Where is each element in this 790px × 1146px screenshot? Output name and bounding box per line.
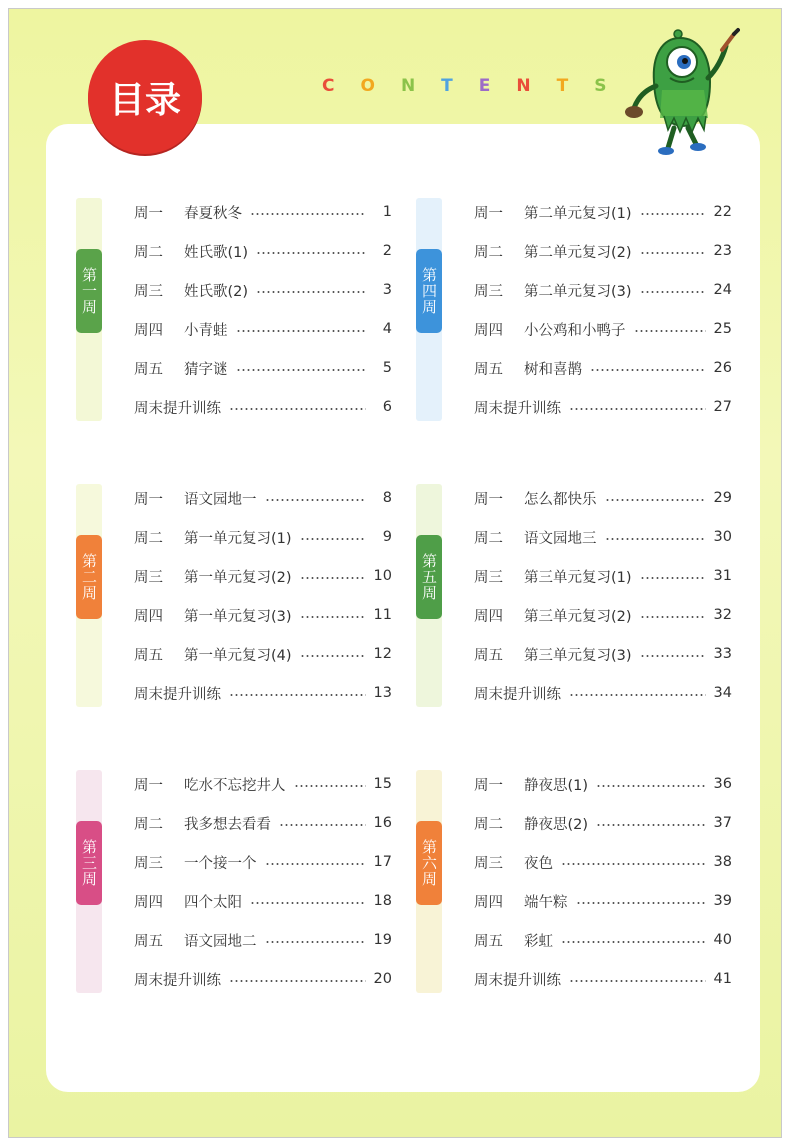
toc-entry[interactable] (134, 487, 392, 509)
dot-leader (265, 863, 366, 865)
entry-title: 春夏秋冬 (184, 205, 242, 222)
dot-leader (561, 863, 706, 865)
entry-page-number: 4 (382, 321, 392, 337)
entry-day: 周一 (474, 777, 503, 794)
toc-entry[interactable] (474, 279, 732, 301)
dot-leader (279, 824, 366, 826)
toc-title: 目录 (108, 79, 181, 121)
entry-title: 彩虹 (524, 933, 553, 950)
contents-letter: S (594, 76, 607, 96)
toc-entry[interactable] (474, 929, 732, 951)
entry-title: 第三单元复习(3) (524, 647, 632, 664)
dot-leader (640, 616, 706, 618)
entry-title: 姓氏歌(2) (184, 283, 249, 300)
toc-entry[interactable] (134, 396, 392, 418)
entry-day: 周末提升训练 (474, 400, 561, 417)
entry-title: 第二单元复习(1) (524, 205, 632, 222)
entry-page-number: 17 (373, 854, 392, 870)
dot-leader (256, 252, 366, 254)
entry-page-number: 1 (382, 204, 392, 220)
contents-letter: N (400, 76, 416, 96)
toc-entry[interactable] (474, 851, 732, 873)
week-tab (416, 535, 442, 619)
entry-title: 第一单元复习(3) (184, 608, 292, 625)
toc-title-badge (88, 40, 202, 154)
entry-page-number: 29 (713, 490, 732, 506)
entry-title: 语文园地三 (524, 530, 597, 547)
toc-entry[interactable] (474, 643, 732, 665)
entry-day: 周三 (474, 855, 503, 872)
entry-title: 第二单元复习(2) (524, 244, 632, 261)
toc-entry[interactable] (474, 604, 732, 626)
toc-entry[interactable] (474, 240, 732, 262)
toc-entry[interactable] (134, 526, 392, 548)
entry-day: 周五 (134, 647, 163, 664)
dot-leader (300, 538, 366, 540)
dot-leader (569, 408, 706, 410)
entry-page-number: 38 (713, 854, 732, 870)
entry-day: 周五 (134, 933, 163, 950)
toc-entry[interactable] (474, 396, 732, 418)
entry-title: 第二单元复习(3) (524, 283, 632, 300)
toc-entry[interactable] (134, 643, 392, 665)
entry-title: 树和喜鹊 (524, 361, 582, 378)
dot-leader (640, 655, 706, 657)
dot-leader (265, 941, 366, 943)
entry-page-number: 41 (713, 971, 732, 987)
entry-title: 第一单元复习(1) (184, 530, 292, 547)
entry-page-number: 23 (713, 243, 732, 259)
toc-entry[interactable] (474, 487, 732, 509)
dot-leader (256, 291, 366, 293)
entry-day: 周一 (474, 491, 503, 508)
contents-letter: T (441, 76, 453, 96)
contents-heading (322, 76, 607, 96)
entry-title: 语文园地一 (184, 491, 257, 508)
entry-page-number: 32 (713, 607, 732, 623)
entry-page-number: 18 (373, 893, 392, 909)
toc-entry[interactable] (134, 682, 392, 704)
entry-title: 小公鸡和小鸭子 (524, 322, 626, 339)
dot-leader (229, 694, 366, 696)
week-tab (76, 821, 102, 905)
entry-page-number: 27 (713, 399, 732, 415)
entry-day: 周二 (474, 816, 503, 833)
entry-page-number: 11 (373, 607, 392, 623)
entry-page-number: 8 (382, 490, 392, 506)
entry-title: 第三单元复习(1) (524, 569, 632, 586)
entry-day: 周三 (134, 283, 163, 300)
week-tab (416, 821, 442, 905)
mascot-illustration (622, 20, 740, 158)
toc-entry[interactable] (134, 240, 392, 262)
toc-entry[interactable] (134, 890, 392, 912)
dot-leader (640, 291, 706, 293)
dot-leader (596, 785, 706, 787)
week-tab (76, 249, 102, 333)
week-label: 第三周 (80, 838, 98, 887)
entry-day: 周末提升训练 (134, 400, 221, 417)
entry-page-number: 26 (713, 360, 732, 376)
dot-leader (229, 408, 366, 410)
entry-day: 周末提升训练 (474, 686, 561, 703)
entry-page-number: 9 (382, 529, 392, 545)
dot-leader (300, 577, 366, 579)
entry-day: 周四 (474, 894, 503, 911)
entry-day: 周三 (134, 569, 163, 586)
entry-page-number: 15 (373, 776, 392, 792)
dot-leader (576, 902, 706, 904)
toc-entry[interactable] (134, 929, 392, 951)
dot-leader (250, 213, 366, 215)
entry-title: 我多想去看看 (184, 816, 271, 833)
entry-page-number: 36 (713, 776, 732, 792)
entry-title: 语文园地二 (184, 933, 257, 950)
entry-title: 一个接一个 (184, 855, 257, 872)
dot-leader (640, 577, 706, 579)
entry-day: 周四 (134, 894, 163, 911)
toc-entry[interactable] (134, 357, 392, 379)
toc-entry[interactable] (134, 812, 392, 834)
entry-day: 周一 (474, 205, 503, 222)
entry-day: 周五 (134, 361, 163, 378)
toc-entry[interactable] (134, 201, 392, 223)
entry-day: 周二 (134, 244, 163, 261)
week-label: 第五周 (420, 552, 438, 601)
entry-day: 周二 (134, 816, 163, 833)
toc-entry[interactable] (474, 357, 732, 379)
entry-title: 猜字谜 (184, 361, 228, 378)
entry-day: 周五 (474, 647, 503, 664)
toc-card (46, 124, 760, 1092)
toc-entry[interactable] (474, 565, 732, 587)
toc-entry[interactable] (134, 968, 392, 990)
contents-letter: C (322, 76, 335, 96)
entry-day: 周一 (134, 205, 163, 222)
toc-entry[interactable] (134, 851, 392, 873)
entry-title: 姓氏歌(1) (184, 244, 249, 261)
entry-page-number: 2 (382, 243, 392, 259)
dot-leader (596, 824, 706, 826)
entry-day: 周四 (134, 608, 163, 625)
entry-page-number: 30 (713, 529, 732, 545)
entry-page-number: 16 (373, 815, 392, 831)
contents-letter: N (516, 76, 531, 96)
dot-leader (605, 499, 706, 501)
entry-title: 第三单元复习(2) (524, 608, 632, 625)
entry-title: 第一单元复习(2) (184, 569, 292, 586)
entry-page-number: 37 (713, 815, 732, 831)
dot-leader (561, 941, 706, 943)
toc-entry[interactable] (474, 968, 732, 990)
entry-page-number: 5 (382, 360, 392, 376)
week-label: 第四周 (420, 266, 438, 315)
entry-day: 周三 (474, 569, 503, 586)
contents-letter: E (478, 76, 491, 96)
dot-leader (236, 369, 367, 371)
entry-page-number: 24 (713, 282, 732, 298)
dot-leader (300, 655, 366, 657)
entry-title: 端午粽 (524, 894, 568, 911)
entry-day: 周三 (474, 283, 503, 300)
contents-letter: O (360, 76, 375, 96)
toc-entry[interactable] (474, 812, 732, 834)
dot-leader (300, 616, 366, 618)
entry-title: 吃水不忘挖井人 (184, 777, 286, 794)
entry-page-number: 13 (373, 685, 392, 701)
toc-entry[interactable] (474, 526, 732, 548)
entry-title: 四个太阳 (184, 894, 242, 911)
entry-page-number: 12 (373, 646, 392, 662)
toc-entry[interactable] (474, 201, 732, 223)
entry-page-number: 34 (713, 685, 732, 701)
week-tab (76, 535, 102, 619)
entry-page-number: 3 (382, 282, 392, 298)
entry-page-number: 22 (713, 204, 732, 220)
entry-page-number: 25 (713, 321, 732, 337)
entry-page-number: 10 (373, 568, 392, 584)
dot-leader (250, 902, 366, 904)
toc-entry[interactable] (134, 318, 392, 340)
toc-entry[interactable] (474, 682, 732, 704)
week-label: 第一周 (80, 266, 98, 315)
entry-title: 夜色 (524, 855, 553, 872)
toc-entry[interactable] (134, 565, 392, 587)
entry-page-number: 40 (713, 932, 732, 948)
entry-title: 小青蛙 (184, 322, 228, 339)
entry-day: 周末提升训练 (134, 686, 221, 703)
toc-entry[interactable] (474, 890, 732, 912)
entry-day: 周五 (474, 361, 503, 378)
week-tab (416, 249, 442, 333)
entry-day: 周四 (134, 322, 163, 339)
entry-day: 周一 (134, 777, 163, 794)
toc-entry[interactable] (134, 773, 392, 795)
dot-leader (229, 980, 366, 982)
entry-page-number: 19 (373, 932, 392, 948)
entry-day: 周四 (474, 322, 503, 339)
week-label: 第六周 (420, 838, 438, 887)
entry-title: 静夜思(1) (524, 777, 589, 794)
dot-leader (590, 369, 706, 371)
toc-entry[interactable] (474, 318, 732, 340)
dot-leader (265, 499, 367, 501)
entry-day: 周末提升训练 (134, 972, 221, 989)
entry-day: 周四 (474, 608, 503, 625)
toc-entry[interactable] (474, 773, 732, 795)
entry-title: 怎么都快乐 (524, 491, 597, 508)
entry-page-number: 6 (382, 399, 392, 415)
dot-leader (605, 538, 706, 540)
entry-title: 第一单元复习(4) (184, 647, 292, 664)
entry-page-number: 31 (713, 568, 732, 584)
entry-day: 周五 (474, 933, 503, 950)
entry-day: 周二 (134, 530, 163, 547)
contents-letter: T (556, 76, 569, 96)
dot-leader (236, 330, 367, 332)
toc-entry[interactable] (134, 604, 392, 626)
toc-entry[interactable] (134, 279, 392, 301)
dot-leader (294, 785, 366, 787)
entry-day: 周一 (134, 491, 163, 508)
entry-title: 静夜思(2) (524, 816, 589, 833)
dot-leader (640, 213, 706, 215)
entry-page-number: 39 (713, 893, 732, 909)
entry-day: 周二 (474, 530, 503, 547)
entry-page-number: 20 (373, 971, 392, 987)
dot-leader (569, 980, 706, 982)
week-label: 第二周 (80, 552, 98, 601)
entry-day: 周末提升训练 (474, 972, 561, 989)
dot-leader (640, 252, 706, 254)
entry-day: 周三 (134, 855, 163, 872)
dot-leader (634, 330, 706, 332)
entry-page-number: 33 (713, 646, 732, 662)
dot-leader (569, 694, 706, 696)
entry-day: 周二 (474, 244, 503, 261)
